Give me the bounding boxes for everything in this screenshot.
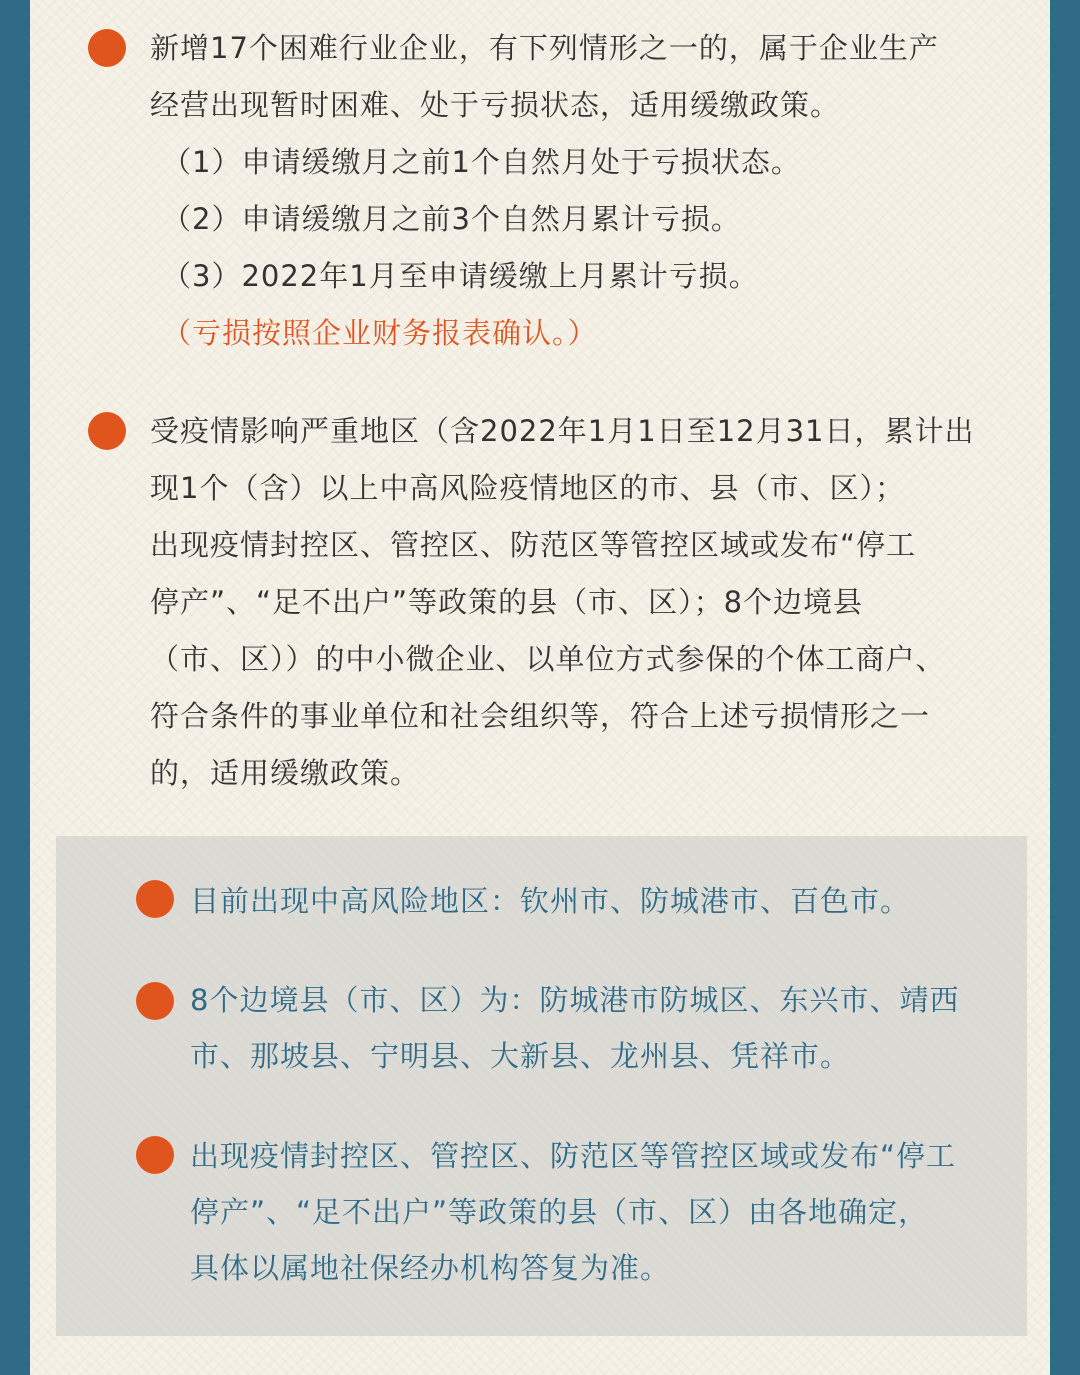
text-line: 新增17个困难行业企业，有下列情形之一的，属于企业生产 xyxy=(150,31,939,65)
note-high-risk-areas xyxy=(190,873,910,929)
text-line: 市、那坡县、宁明县、大新县、龙州县、凭祥市。 xyxy=(190,1039,851,1073)
text-line: 出现疫情封控区、管控区、防范区等管控区域或发布“停工 xyxy=(190,1139,957,1173)
text-line: 的，适用缓缴政策。 xyxy=(150,756,421,790)
notes-box xyxy=(56,836,1027,1336)
condition-1: （1）申请缓缴月之前1个自然月处于亏损状态。 xyxy=(162,145,801,179)
condition-3: （3）2022年1月至申请缓缴上月累计亏损。 xyxy=(162,259,759,293)
note-border-counties xyxy=(190,972,959,1084)
text-line: 受疫情影响严重地区（含2022年1月1日至12月31日，累计出 xyxy=(150,414,975,448)
condition-2: （2）申请缓缴月之前3个自然月累计亏损。 xyxy=(162,202,741,236)
bullet-dot-icon xyxy=(136,982,174,1020)
text-line: 目前出现中高风险地区：钦州市、防城港市、百色市。 xyxy=(190,884,911,918)
document-page xyxy=(30,0,1050,1375)
bullet-dot-icon xyxy=(88,412,126,450)
highlight-note: （亏损按照企业财务报表确认。） xyxy=(162,316,598,350)
text-line: 具体以属地社保经办机构答复为准。 xyxy=(190,1251,671,1285)
bullet-dot-icon xyxy=(136,880,174,918)
text-line: 符合条件的事业单位和社会组织等，符合上述亏损情形之一 xyxy=(150,699,931,733)
text-line: 出现疫情封控区、管控区、防范区等管控区域或发布“停工 xyxy=(150,528,917,562)
text-line: 8个边境县（市、区）为：防城港市防城区、东兴市、靖西 xyxy=(190,983,960,1017)
text-line: 停产”、“足不出户”等政策的县（市、区）；8个边境县 xyxy=(150,585,864,619)
note-control-zones xyxy=(190,1128,956,1296)
text-line: 经营出现暂时困难、处于亏损状态，适用缓缴政策。 xyxy=(150,88,841,122)
bullet-dot-icon xyxy=(136,1136,174,1174)
section-text xyxy=(150,20,939,362)
text-line: 现1个（含）以上中高风险疫情地区的市、县（市、区）； xyxy=(150,471,905,505)
section-text xyxy=(150,403,975,802)
text-line: 停产”、“足不出户”等政策的县（市、区）由各地确定， xyxy=(190,1195,929,1229)
text-line: （市、区））的中小微企业、以单位方式参保的个体工商户、 xyxy=(150,642,946,676)
bullet-dot-icon xyxy=(88,29,126,67)
